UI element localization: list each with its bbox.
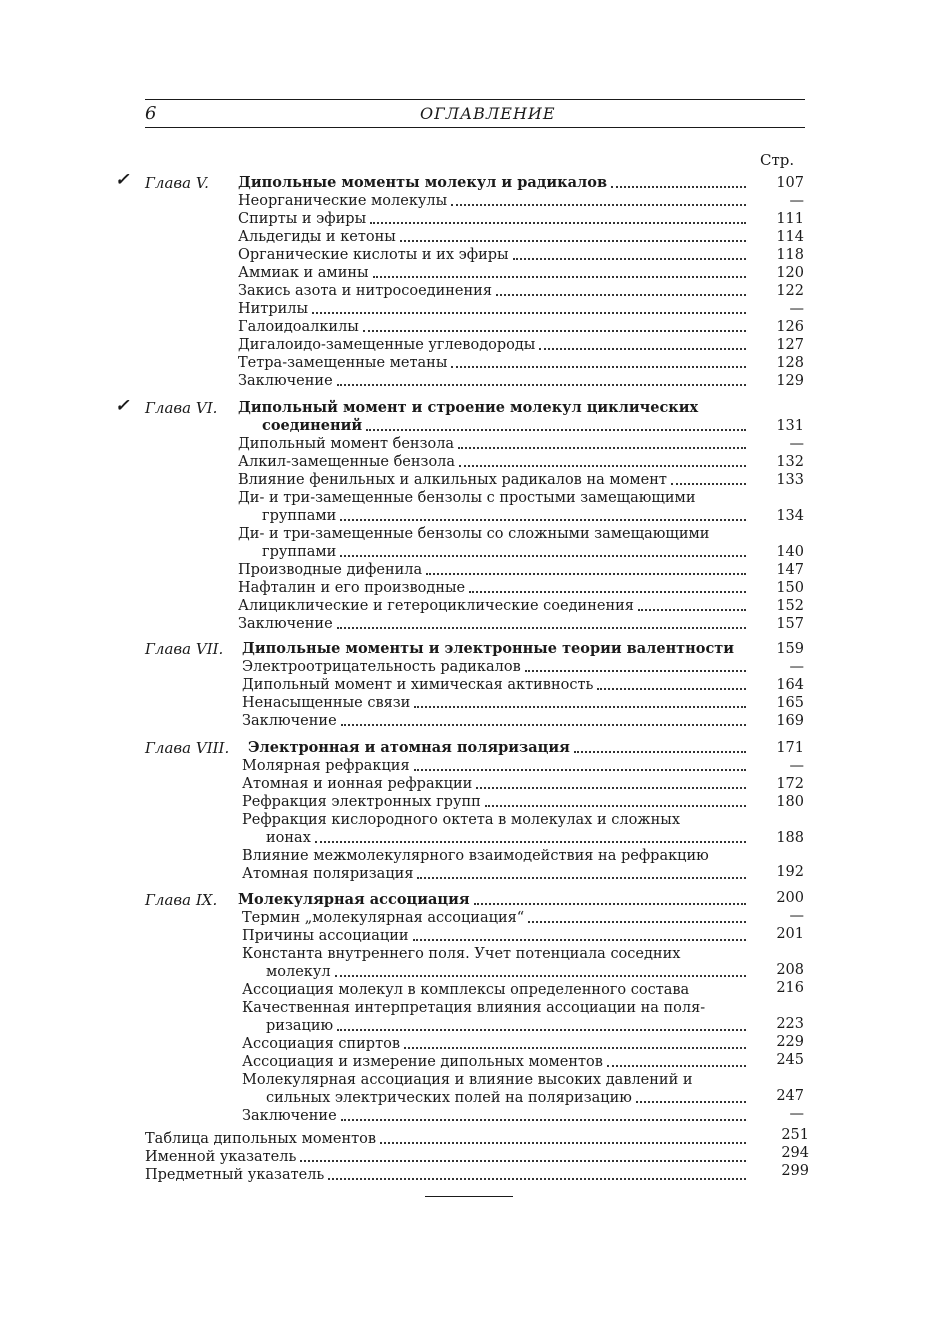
chapter-title: Дипольный момент и строение молекул циклических xyxy=(238,399,699,416)
toc-entry: Альдегиды и кетоны xyxy=(238,228,746,246)
toc-entry: Неорганические молекулы xyxy=(238,192,746,210)
toc-entry: Ди- и три-замещенные бензолы с простыми замещающими xyxy=(238,490,696,506)
chapter-page: 131 xyxy=(776,418,804,434)
toc-entry-continued: ионах xyxy=(266,829,746,847)
toc-entry: Ди- и три-замещенные бензолы со сложными замещающими xyxy=(238,526,710,542)
chapter-title-row xyxy=(248,739,746,757)
toc-entry-page: 208 xyxy=(776,962,804,978)
toc-entry: Влияние фенильных и алкильных радикалов на момент xyxy=(238,471,746,489)
toc-entry-page: 120 xyxy=(776,265,804,281)
chapter-label: Глава IX. xyxy=(145,891,218,909)
toc-entry-page: 299 xyxy=(781,1163,809,1179)
toc-entry: Атомная и ионная рефракции xyxy=(242,775,746,793)
chapter-title: Электронная и атомная поляризация xyxy=(248,739,570,756)
toc-entry: Аммиак и амины xyxy=(238,264,746,282)
toc-entry: Дипольный момент и химическая активность xyxy=(242,676,746,694)
toc-entry: Заключение xyxy=(238,372,746,390)
toc-entry: Ассоциация спиртов xyxy=(242,1035,746,1053)
toc-entry-page: 134 xyxy=(776,508,804,524)
chapter-label: Глава V. xyxy=(145,174,209,192)
chapter-label: Глава VI. xyxy=(145,399,218,417)
toc-entry: Заключение xyxy=(242,1107,746,1125)
toc-entry-page: — xyxy=(789,1106,804,1122)
toc-entry-page: 229 xyxy=(776,1034,804,1050)
toc-entry-page: 127 xyxy=(776,337,804,353)
toc-entry-page: 122 xyxy=(776,283,804,299)
toc-entry-page: — xyxy=(789,301,804,317)
toc-entry-page: 165 xyxy=(776,695,804,711)
toc-entry-page: 247 xyxy=(776,1088,804,1104)
chapter-title-row xyxy=(238,891,746,909)
toc-entry-page: 216 xyxy=(776,980,804,996)
chapter-title-row xyxy=(262,417,746,435)
chapter-title-row xyxy=(242,640,746,658)
toc-entry: Галоидоалкилы xyxy=(238,318,746,336)
toc-entry: Дигалоидо-замещенные углеводороды xyxy=(238,336,746,354)
toc-entry-continued: сильных электрических полей на поляризацию xyxy=(266,1089,746,1107)
toc-entry: Константа внутреннего поля. Учет потенциала соседних xyxy=(242,946,681,962)
chapter-title: Дипольные моменты и электронные теории валентности xyxy=(242,640,735,657)
toc-entry-page: 201 xyxy=(776,926,804,942)
toc-entry: Алкил-замещенные бензола xyxy=(238,453,746,471)
toc-entry: Нитрилы xyxy=(238,300,746,318)
toc-entry: Ассоциация молекул в комплексы определенного состава xyxy=(242,982,690,998)
toc-entry-page: 114 xyxy=(776,229,804,245)
chapter-title: Дипольные моменты молекул и радикалов xyxy=(238,174,608,191)
toc-entry-page: 180 xyxy=(776,794,804,810)
check-mark-icon: ✓ xyxy=(115,396,130,416)
end-rule xyxy=(425,1196,513,1197)
toc-entry: Нафталин и его производные xyxy=(238,579,746,597)
toc-entry-page: 132 xyxy=(776,454,804,470)
toc-entry-continued: группами xyxy=(262,507,746,525)
toc-entry: Органические кислоты и их эфиры xyxy=(238,246,746,264)
toc-entry: Качественная интерпретация влияния ассоциации на поля- xyxy=(242,1000,706,1016)
chapter-page: 107 xyxy=(776,175,804,191)
toc-entry: Заключение xyxy=(242,712,746,730)
chapter-title: Молекулярная ассоциация xyxy=(238,891,470,908)
toc-entry-page: 294 xyxy=(781,1145,809,1161)
chapter-label: Глава VIII. xyxy=(145,739,230,757)
toc-entry-page: — xyxy=(789,758,804,774)
toc-entry: Заключение xyxy=(238,615,746,633)
toc-entry-page: 129 xyxy=(776,373,804,389)
toc-entry: Ассоциация и измерение дипольных моментов xyxy=(242,1053,746,1071)
toc-entry: Алициклические и гетероциклические соединения xyxy=(238,597,746,615)
toc-entry: Термин „молекулярная ассоциация“ xyxy=(242,909,746,927)
toc-entry: Рефракция кислородного октета в молекулах и сложных xyxy=(242,812,681,828)
toc-entry: Молекулярная ассоциация и влияние высоких давлений и xyxy=(242,1072,693,1088)
toc-entry-page: 169 xyxy=(776,713,804,729)
toc-entry-continued: группами xyxy=(262,543,746,561)
toc-entry-page: 111 xyxy=(776,211,804,227)
toc-entry-page: 150 xyxy=(776,580,804,596)
toc-entry: Рефракция электронных групп xyxy=(242,793,746,811)
toc-entry-page: 147 xyxy=(776,562,804,578)
check-mark-icon: ✓ xyxy=(115,170,130,190)
toc-entry: Ненасыщенные связи xyxy=(242,694,746,712)
toc-entry-page: 157 xyxy=(776,616,804,632)
header-rule-top xyxy=(145,99,805,100)
chapter-title-row xyxy=(238,399,746,417)
toc-entry-page: 126 xyxy=(776,319,804,335)
toc-entry: Таблица дипольных моментов xyxy=(145,1130,746,1148)
toc-entry-page: 152 xyxy=(776,598,804,614)
toc-entry: Влияние межмолекулярного взаимодействия на рефракцию xyxy=(242,848,709,864)
toc-entry-page: 251 xyxy=(781,1127,809,1143)
toc-entry: Спирты и эфиры xyxy=(238,210,746,228)
toc-entry-page: — xyxy=(789,908,804,924)
toc-entry: Молярная рефракция xyxy=(242,757,746,775)
toc-entry: Предметный указатель xyxy=(145,1166,746,1184)
chapter-title-continued: соединений xyxy=(262,417,363,434)
toc-entry: Закись азота и нитросоединения xyxy=(238,282,746,300)
header-rule-bottom xyxy=(145,127,805,128)
toc-entry-page: 172 xyxy=(776,776,804,792)
toc-entry-page: 223 xyxy=(776,1016,804,1032)
toc-entry: Тетра-замещенные метаны xyxy=(238,354,746,372)
toc-entry-page: — xyxy=(789,659,804,675)
toc-entry-page: 128 xyxy=(776,355,804,371)
toc-entry-page: 140 xyxy=(776,544,804,560)
toc-entry-page: — xyxy=(789,193,804,209)
toc-entry: Атомная поляризация xyxy=(242,865,746,883)
toc-entry: Электроотрицательность радикалов xyxy=(242,658,746,676)
toc-entry: Дипольный момент бензола xyxy=(238,435,746,453)
toc-entry: Причины ассоциации xyxy=(242,927,746,945)
page-title: ОГЛАВЛЕНИЕ xyxy=(420,104,556,123)
toc-entry-page: 118 xyxy=(776,247,804,263)
chapter-page: 171 xyxy=(776,740,804,756)
toc-entry-continued: ризацию xyxy=(266,1017,746,1035)
page-column-label: Стр. xyxy=(760,151,795,169)
chapter-label: Глава VII. xyxy=(145,640,224,658)
page-number: 6 xyxy=(145,103,157,124)
chapter-page: 200 xyxy=(776,890,804,906)
toc-entry: Именной указатель xyxy=(145,1148,746,1166)
toc-entry-continued: молекул xyxy=(266,963,746,981)
chapter-page: 159 xyxy=(776,641,804,657)
toc-entry-page: 164 xyxy=(776,677,804,693)
toc-entry-page: 192 xyxy=(776,864,804,880)
toc-entry-page: 133 xyxy=(776,472,804,488)
toc-entry-page: 188 xyxy=(776,830,804,846)
chapter-title-row xyxy=(238,174,746,192)
toc-entry-page: — xyxy=(789,436,804,452)
toc-entry: Производные дифенила xyxy=(238,561,746,579)
toc-entry-page: 245 xyxy=(776,1052,804,1068)
